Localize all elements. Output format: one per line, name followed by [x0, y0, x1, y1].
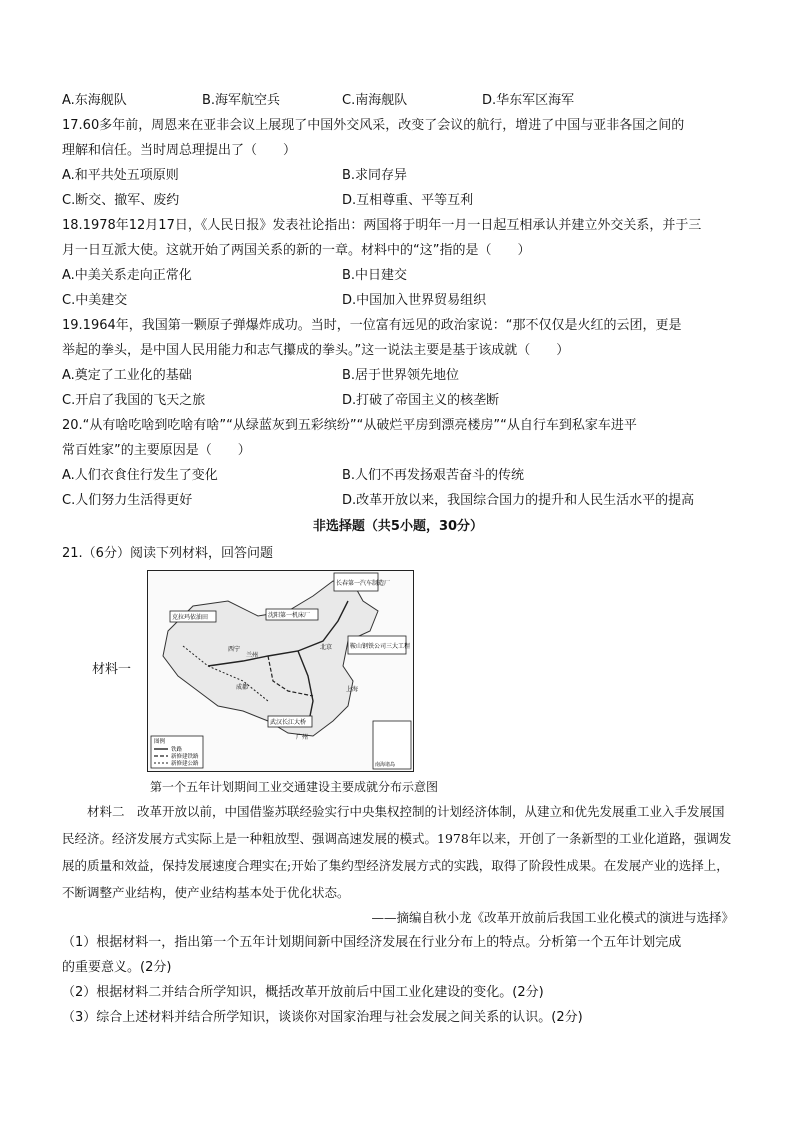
question-stem: 19.1964年，我国第一颗原子弹爆炸成功。当时，一位富有远见的政治家说：“那不仅仅是火红的云团，更是 — [62, 318, 682, 333]
question-21 — [62, 541, 734, 1030]
option-b[interactable]: B.居于世界领先地位 — [342, 368, 460, 383]
label-chengdu: 成都 — [236, 684, 249, 691]
option-c[interactable]: C.人们努力生活得更好 — [62, 493, 193, 508]
legend-new-rail: 新修建铁路 — [171, 754, 199, 760]
option-d[interactable]: D.华东军区海军 — [482, 93, 575, 108]
label-beijing: 北京 — [320, 644, 333, 651]
option-c[interactable]: C.开启了我国的飞天之旅 — [62, 393, 206, 408]
option-d[interactable]: D.打破了帝国主义的核垄断 — [342, 393, 500, 408]
section-title: 非选择题（共5小题，30分） — [312, 519, 484, 534]
label-lanzhou: 兰州 — [246, 652, 259, 659]
option-b[interactable]: B.海军航空兵 — [202, 93, 281, 108]
question-18 — [62, 213, 734, 313]
subquestion-1-line1: （1）根据材料一，指出第一个五年计划期间新中国经济发展在行业分布上的特点。分析第一个五年计划完成 — [62, 935, 682, 950]
question-stem-cont: 常百姓家”的主要原因是（ ） — [62, 443, 251, 458]
subquestion-1 — [62, 930, 734, 980]
option-a[interactable]: A.东海舰队 — [62, 93, 127, 108]
question-stem: 20.“从有啥吃啥到吃啥有啥”“从绿蓝灰到五彩缤纷”“从破烂平房到漂亮楼房”“从自行车到私家车进平 — [62, 418, 637, 433]
question-20 — [62, 413, 734, 513]
question-stem-cont: 举起的拳头，是中国人民用能力和志气攥成的拳头。”这一说法主要是基于该成就（ ） — [62, 343, 570, 358]
material-source: ——摘编自秋小龙《改革开放前后我国工业化模式的演进与选择》 — [371, 910, 734, 925]
option-d[interactable]: D.改革开放以来，我国综合国力的提升和人民生活水平的提高 — [342, 493, 695, 508]
material-two: 材料二 改革开放以前，中国借鉴苏联经验实行中央集权控制的计划经济体制，从建立和优先发展重工业入手发展国民经济。经济发展方式实际上是一种粗放型、强调高速发展的模式。1978年以来，开创了一条新型的工业化道路，强调发展的质量和效益，保持发展速度合理实在;开始了集约型经济发展方式的实践，取得了阶段性成果。在发展产业的选择上，不断调整产业结构，使产业结构基本处于优化状态。 — [62, 804, 732, 900]
label-shanghai: 上海 — [346, 686, 359, 693]
question-stem-cont: 理解和信任。当时周总理提出了（ ） — [62, 143, 297, 158]
subquestion-2: （2）根据材料二并结合所学知识，概括改革开放前后中国工业化建设的变化。(2分) — [62, 985, 544, 1000]
map-caption: 第一个五年计划期间工业交通建设主要成就分布示意图 — [150, 780, 439, 794]
option-a[interactable]: A.和平共处五项原则 — [62, 168, 179, 183]
option-a[interactable]: A.奠定了工业化的基础 — [62, 368, 192, 383]
legend-road: 新修建公路 — [171, 761, 199, 767]
china-map-svg — [148, 571, 413, 771]
label-changchun: 长春第一汽车制造厂 — [336, 580, 391, 587]
legend-rail: 铁路 — [171, 747, 183, 753]
material-one — [62, 568, 734, 776]
option-c[interactable]: C.断交、撤军、废约 — [62, 193, 180, 208]
label-xinjiang: 克拉玛依油田 — [172, 614, 209, 621]
q16-options — [62, 88, 734, 113]
subquestion-1-line2: 的重要意义。(2分) — [62, 960, 172, 975]
question-stem: 18.1978年12月17日，《人民日报》发表社论指出：两国将于明年一月一日起互相承认并建立外交关系，并于三 — [62, 218, 702, 233]
option-b[interactable]: B.人们不再发扬艰苦奋斗的传统 — [342, 468, 525, 483]
legend-title: 图例 — [154, 739, 166, 745]
label-xining: 西宁 — [228, 646, 241, 653]
option-a[interactable]: A.人们衣食住行发生了变化 — [62, 468, 218, 483]
material-one-label: 材料一 — [92, 662, 132, 677]
option-c[interactable]: C.中美建交 — [62, 293, 128, 308]
subquestion-3: （3）综合上述材料并结合所学知识，谈谈你对国家治理与社会发展之间关系的认识。(2分) — [62, 1010, 583, 1025]
china-map-figure — [147, 570, 414, 772]
option-c[interactable]: C.南海舰队 — [342, 93, 408, 108]
label-shenyang: 沈阳第一机床厂 — [268, 612, 311, 619]
option-b[interactable]: B.求同存异 — [342, 168, 408, 183]
label-anshan: 鞍山钢铁公司三大工程 — [350, 643, 411, 650]
question-stem: 17.60多年前，周恩来在亚非会议上展现了中国外交风采，改变了会议的航行，增进了中国与亚非各国之间的 — [62, 118, 685, 133]
label-wuhan: 武汉长江大桥 — [270, 719, 307, 726]
question-intro: 21.（6分）阅读下列材料，回答问题 — [62, 546, 273, 561]
label-guangzhou: 广州 — [296, 734, 309, 741]
inset-label: 南海诸岛 — [375, 762, 396, 768]
option-a[interactable]: A.中美关系走向正常化 — [62, 268, 192, 283]
option-d[interactable]: D.中国加入世界贸易组织 — [342, 293, 487, 308]
question-19 — [62, 313, 734, 413]
question-stem-cont: 月一日互派大使。这就开始了两国关系的新的一章。材料中的“这”指的是（ ） — [62, 243, 531, 258]
option-d[interactable]: D.互相尊重、平等互利 — [342, 193, 474, 208]
exam-page — [62, 88, 734, 1030]
question-17 — [62, 113, 734, 213]
option-b[interactable]: B.中日建交 — [342, 268, 408, 283]
